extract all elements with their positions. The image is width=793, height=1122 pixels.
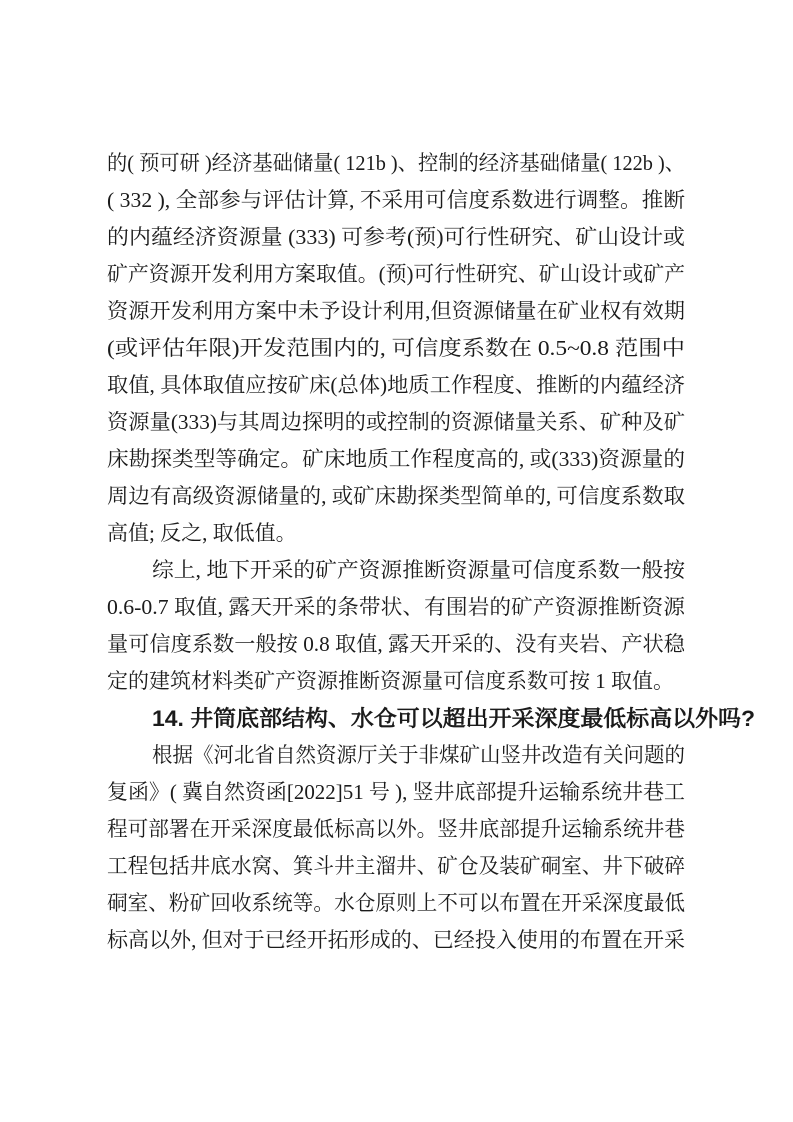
text-line bbox=[107, 922, 685, 959]
text-line-content: ( 332 ), 全部参与评估计算, 不采用可信度系数进行调整。推断 bbox=[107, 188, 686, 212]
text-line-content: 标高以外, 但对于已经开拓形成的、已经投入使用的布置在开采 bbox=[107, 928, 686, 952]
text-line-content: 高值; 反之, 取低值。 bbox=[107, 521, 297, 545]
text-line-content: 资源量(333)与其周边探明的或控制的资源储量关系、矿种及矿 bbox=[107, 410, 686, 434]
text-line-content: 取值, 具体取值应按矿床(总体)地质工作程度、推断的内蕴经济 bbox=[107, 373, 686, 397]
text-line-content: 工程包括井底水窝、箕斗井主溜井、矿仓及装矿硐室、井下破碎 bbox=[107, 854, 686, 878]
text-line bbox=[107, 219, 685, 256]
text-line bbox=[107, 256, 685, 293]
text-line-content: 0.6-0.7 取值, 露天开采的条带状、有围岩的矿产资源推断资源 bbox=[107, 595, 686, 619]
text-line-content: 资源开发利用方案中未予设计利用,但资源储量在矿业权有效期 bbox=[107, 299, 685, 323]
text-line bbox=[107, 441, 685, 478]
text-line-content: 的( 预可研 )经济基础储量( 121b )、控制的经济基础储量( 122b )、 bbox=[107, 151, 686, 175]
text-line bbox=[107, 515, 685, 552]
text-line-content: 定的建筑材料类矿产资源推断资源量可信度系数可按 1 取值。 bbox=[107, 669, 674, 693]
text-line bbox=[107, 330, 685, 367]
text-line bbox=[107, 367, 685, 404]
text-line-content: 量可信度系数一般按 0.8 取值, 露天开采的、没有夹岩、产状稳 bbox=[107, 632, 685, 656]
text-line bbox=[107, 589, 685, 626]
text-line-content: 根据《河北省自然资源厅关于非煤矿山竖井改造有关问题的 bbox=[152, 743, 686, 767]
text-line bbox=[107, 626, 685, 663]
text-line bbox=[107, 811, 685, 848]
text-line-content: 周边有高级资源储量的, 或矿床勘探类型简单的, 可信度系数取 bbox=[107, 484, 685, 508]
section-heading bbox=[107, 700, 755, 737]
text-line bbox=[107, 774, 685, 811]
text-line-content: 硐室、粉矿回收系统等。水仓原则上不可以布置在开采深度最低 bbox=[107, 891, 686, 915]
text-line bbox=[107, 293, 685, 330]
section-heading-text: 14. 井筒底部结构、水仓可以超出开采深度最低标高以外吗? bbox=[152, 706, 756, 731]
text-line bbox=[107, 663, 685, 700]
text-line bbox=[107, 885, 685, 922]
text-line bbox=[107, 182, 685, 219]
text-line-content: 复函》( 冀自然资函[2022]51 号 ), 竖井底部提升运输系统井巷工 bbox=[107, 780, 686, 804]
text-line-content: 床勘探类型等确定。矿床地质工作程度高的, 或(333)资源量的 bbox=[107, 447, 686, 471]
text-line-content: 程可部署在开采深度最低标高以外。竖井底部提升运输系统井巷 bbox=[107, 817, 686, 841]
text-line-content: 综上, 地下开采的矿产资源推断资源量可信度系数一般按 bbox=[152, 558, 686, 582]
text-line-content: 矿产资源开发利用方案取值。(预)可行性研究、矿山设计或矿产 bbox=[107, 262, 686, 286]
text-line bbox=[107, 404, 685, 441]
text-block bbox=[107, 145, 756, 959]
text-line-content: (或评估年限)开发范围内的, 可信度系数在 0.5~0.8 范围中 bbox=[107, 336, 686, 360]
text-line bbox=[107, 552, 685, 589]
text-line bbox=[107, 737, 685, 774]
text-line bbox=[107, 478, 685, 515]
text-line-content: 的内蕴经济资源量 (333) 可参考(预)可行性研究、矿山设计或 bbox=[107, 225, 685, 249]
text-line bbox=[107, 848, 685, 885]
text-line bbox=[107, 145, 685, 182]
